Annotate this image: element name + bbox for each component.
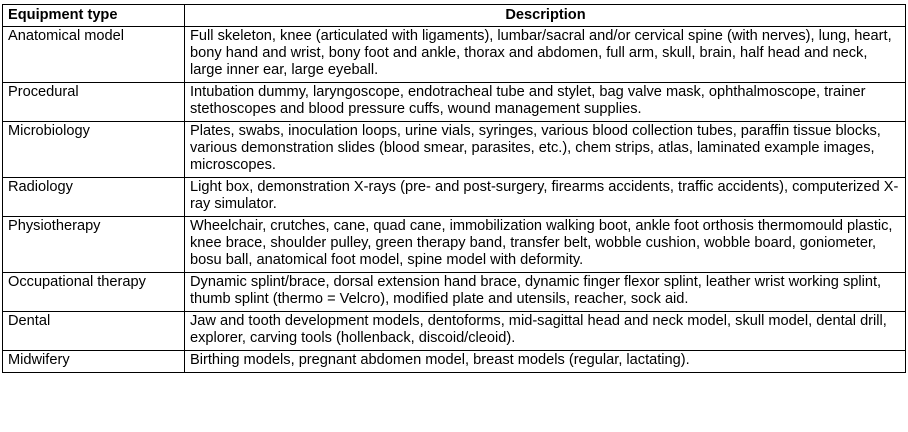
table-row: [3, 27, 906, 83]
header-description: Description: [185, 5, 906, 27]
description-cell: Light box, demonstration X-rays (pre- and post-surgery, firearms accidents, traffic accidents), computerized X-ray simulator.: [185, 178, 906, 217]
description-cell: Birthing models, pregnant abdomen model, breast models (regular, lactating).: [185, 351, 906, 373]
description-cell: Jaw and tooth development models, dentoforms, mid-sagittal head and neck model, skull model, dental drill, explorer, carving tools (hollenback, discoid/cleoid).: [185, 312, 906, 351]
equipment-type-cell: Midwifery: [3, 351, 185, 373]
table-row: [3, 178, 906, 217]
description-cell: Dynamic splint/brace, dorsal extension hand brace, dynamic finger flexor splint, leather wrist working splint, thumb splint (thermo = Velcro), modified plate and utensils, reacher, sock aid.: [185, 273, 906, 312]
equipment-type-cell: Procedural: [3, 83, 185, 122]
table-row: [3, 273, 906, 312]
equipment-table: [2, 4, 906, 373]
table-row: [3, 122, 906, 178]
equipment-type-cell: Dental: [3, 312, 185, 351]
description-cell: Intubation dummy, laryngoscope, endotracheal tube and stylet, bag valve mask, ophthalmoscope, trainer stethoscopes and blood pressure cuffs, wound management supplies.: [185, 83, 906, 122]
description-cell: Plates, swabs, inoculation loops, urine vials, syringes, various blood collection tubes, paraffin tissue blocks, various demonstration slides (blood smear, parasites, etc.), chem strips, atlas, laminated example images, microscopes.: [185, 122, 906, 178]
table-row: [3, 83, 906, 122]
description-cell: Wheelchair, crutches, cane, quad cane, immobilization walking boot, ankle foot orthosis thermomould plastic, knee brace, shoulder pulley, green therapy band, transfer belt, wobble cushion, wobble board, goniometer, bosu ball, anatomical foot model, spine model with deformity.: [185, 217, 906, 273]
description-cell: Full skeleton, knee (articulated with ligaments), lumbar/sacral and/or cervical spine (with nerves), lung, heart, bony hand and wrist, bony foot and ankle, thorax and abdomen, full arm, skull, brain, half head and neck, large inner ear, large eyeball.: [185, 27, 906, 83]
table-row: [3, 351, 906, 373]
table-row: [3, 312, 906, 351]
header-equipment-type: Equipment type: [3, 5, 185, 27]
table-header-row: [3, 5, 906, 27]
equipment-type-cell: Microbiology: [3, 122, 185, 178]
equipment-type-cell: Occupational therapy: [3, 273, 185, 312]
table-row: [3, 217, 906, 273]
equipment-type-cell: Anatomical model: [3, 27, 185, 83]
equipment-type-cell: Radiology: [3, 178, 185, 217]
equipment-type-cell: Physiotherapy: [3, 217, 185, 273]
